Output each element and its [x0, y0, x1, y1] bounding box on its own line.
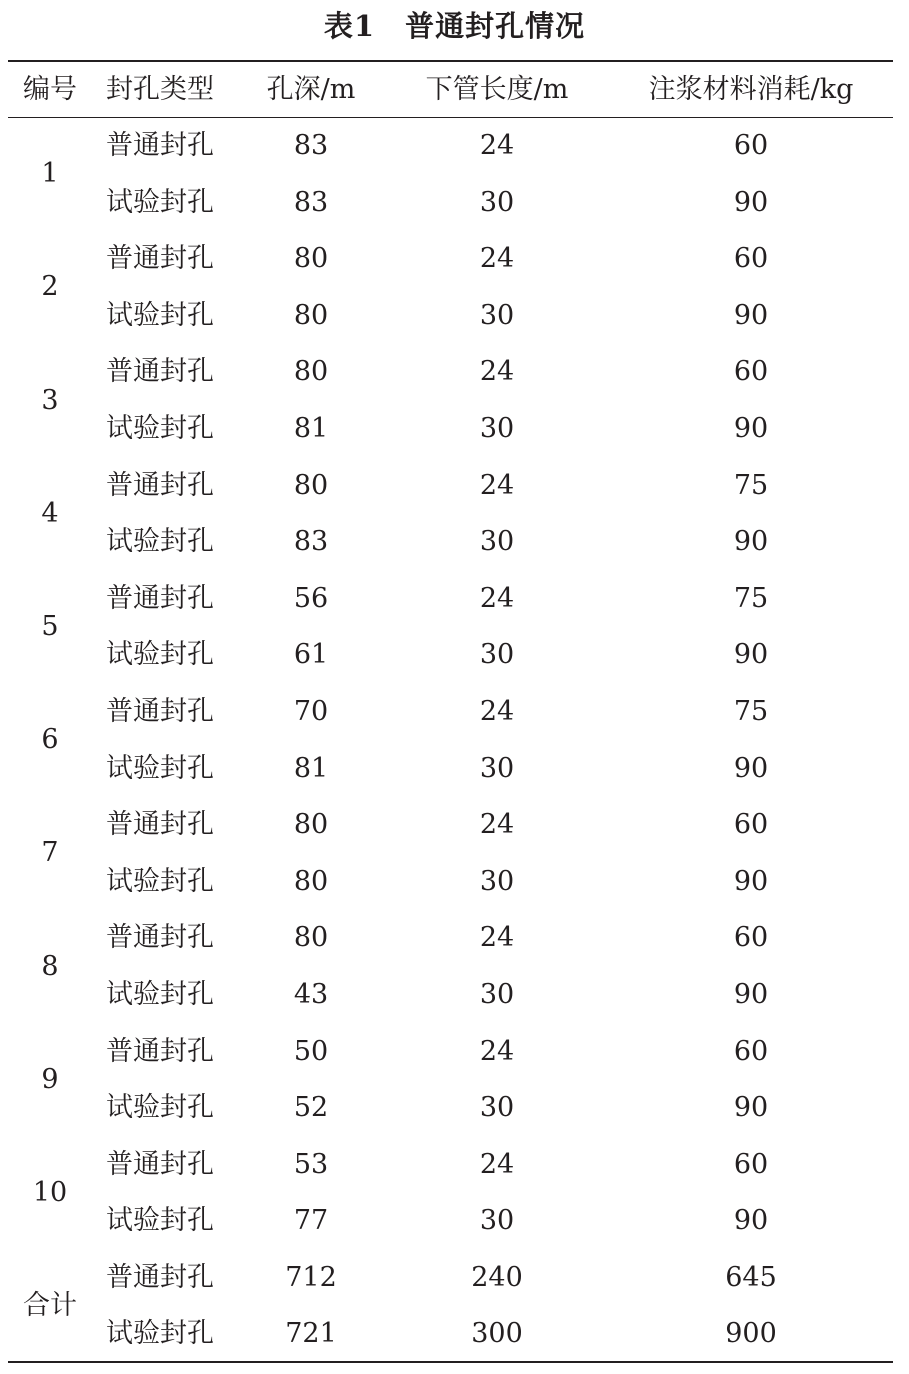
cell-grout-consumption: 60	[733, 809, 769, 841]
cell-seal-type: 普通封孔	[106, 1148, 214, 1180]
cell-pipe-length: 24	[479, 695, 515, 727]
cell-hole-depth: 80	[293, 469, 329, 501]
table-row	[8, 514, 893, 571]
table-row	[8, 401, 893, 458]
table-row	[8, 175, 893, 232]
cell-hole-depth: 77	[293, 1205, 329, 1237]
cell-hole-depth: 80	[293, 243, 329, 275]
cell-grout-consumption: 60	[733, 130, 769, 161]
cell-pipe-length: 24	[479, 1035, 515, 1067]
cell-seal-type: 试验封孔	[106, 639, 214, 671]
cell-pipe-length: 30	[479, 186, 515, 218]
cell-grout-consumption: 60	[733, 922, 769, 954]
cell-seal-type: 试验封孔	[106, 412, 214, 444]
cell-seal-type: 普通封孔	[106, 1261, 214, 1293]
cell-seal-type: 试验封孔	[106, 752, 214, 784]
cell-id: 3	[41, 384, 59, 416]
cell-grout-consumption: 90	[733, 978, 769, 1010]
cell-hole-depth: 80	[293, 299, 329, 331]
table-row	[8, 627, 893, 684]
cell-seal-type: 普通封孔	[106, 130, 214, 161]
cell-grout-consumption: 90	[733, 1092, 769, 1124]
cell-hole-depth: 56	[293, 582, 329, 614]
cell-grout-consumption: 90	[733, 412, 769, 444]
table-row	[8, 1193, 893, 1250]
cell-pipe-length: 24	[479, 130, 515, 161]
cell-hole-depth: 80	[293, 356, 329, 388]
cell-pipe-length: 24	[479, 1148, 515, 1180]
cell-seal-type: 试验封孔	[106, 1092, 214, 1124]
table-row	[8, 344, 893, 401]
cell-id: 4	[41, 497, 59, 529]
cell-seal-type: 试验封孔	[106, 1318, 214, 1350]
cell-seal-type: 试验封孔	[106, 865, 214, 897]
cell-hole-depth: 83	[293, 526, 329, 558]
cell-id: 7	[41, 837, 59, 869]
cell-pipe-length: 30	[479, 1205, 515, 1237]
cell-seal-type: 试验封孔	[106, 299, 214, 331]
cell-pipe-length: 30	[479, 526, 515, 558]
cell-grout-consumption: 75	[733, 582, 769, 614]
cell-hole-depth: 81	[293, 752, 329, 784]
cell-id: 1	[41, 158, 59, 190]
cell-grout-consumption: 90	[733, 299, 769, 331]
cell-pipe-length: 24	[479, 582, 515, 614]
cell-hole-depth: 53	[293, 1148, 329, 1180]
cell-seal-type: 试验封孔	[106, 526, 214, 558]
table-row	[8, 1137, 893, 1194]
cell-id: 6	[41, 724, 59, 756]
cell-seal-type: 试验封孔	[106, 1205, 214, 1237]
cell-id: 5	[41, 611, 59, 643]
bottom-rule	[8, 1361, 893, 1363]
table-row	[8, 571, 893, 628]
table-title: 普通封孔情况	[405, 9, 586, 43]
table-caption	[0, 0, 909, 52]
table-row	[8, 854, 893, 911]
cell-pipe-length: 24	[479, 469, 515, 501]
cell-seal-type: 普通封孔	[106, 922, 214, 954]
cell-hole-depth: 80	[293, 809, 329, 841]
cell-grout-consumption: 90	[733, 865, 769, 897]
cell-pipe-length: 300	[471, 1318, 523, 1350]
cell-id: 2	[41, 271, 59, 303]
table-row	[8, 684, 893, 741]
cell-pipe-length: 30	[479, 639, 515, 671]
cell-seal-type: 普通封孔	[106, 356, 214, 388]
cell-hole-depth: 83	[293, 130, 329, 161]
cell-pipe-length: 24	[479, 922, 515, 954]
table-body	[8, 118, 893, 1363]
cell-seal-type: 普通封孔	[106, 695, 214, 727]
cell-grout-consumption: 60	[733, 1148, 769, 1180]
cell-grout-consumption: 60	[733, 356, 769, 388]
table-row	[8, 967, 893, 1024]
cell-grout-consumption: 90	[733, 1205, 769, 1237]
table-row	[8, 1250, 893, 1307]
cell-id: 9	[41, 1063, 59, 1095]
table-row	[8, 741, 893, 798]
table-row	[8, 1306, 893, 1363]
table-row	[8, 1080, 893, 1137]
table-header	[8, 62, 893, 117]
header-hole-depth: 孔深/m	[266, 74, 356, 105]
cell-seal-type: 试验封孔	[106, 186, 214, 218]
table-row	[8, 458, 893, 515]
cell-pipe-length: 30	[479, 978, 515, 1010]
cell-seal-type: 普通封孔	[106, 243, 214, 275]
cell-hole-depth: 83	[293, 186, 329, 218]
header-row	[8, 62, 893, 117]
cell-pipe-length: 30	[479, 412, 515, 444]
cell-pipe-length: 24	[479, 243, 515, 275]
table-row	[8, 118, 893, 175]
cell-hole-depth: 50	[293, 1035, 329, 1067]
cell-hole-depth: 61	[293, 639, 329, 671]
header-pipe-length: 下管长度/m	[425, 74, 569, 105]
cell-id: 10	[32, 1176, 68, 1208]
header-grout-consumption: 注浆材料消耗/kg	[648, 74, 854, 105]
cell-hole-depth: 43	[293, 978, 329, 1010]
cell-hole-depth: 81	[293, 412, 329, 444]
cell-grout-consumption: 90	[733, 186, 769, 218]
cell-seal-type: 普通封孔	[106, 469, 214, 501]
cell-grout-consumption: 645	[725, 1261, 777, 1293]
cell-grout-consumption: 75	[733, 695, 769, 727]
cell-grout-consumption: 60	[733, 243, 769, 275]
cell-grout-consumption: 900	[725, 1318, 777, 1350]
cell-hole-depth: 80	[293, 922, 329, 954]
cell-hole-depth: 52	[293, 1092, 329, 1124]
header-id: 编号	[23, 74, 77, 105]
cell-grout-consumption: 90	[733, 752, 769, 784]
cell-id: 8	[41, 950, 59, 982]
cell-pipe-length: 240	[471, 1261, 523, 1293]
cell-seal-type: 普通封孔	[106, 1035, 214, 1067]
cell-pipe-length: 30	[479, 299, 515, 331]
cell-seal-type: 普通封孔	[106, 809, 214, 841]
table-row	[8, 910, 893, 967]
table-row	[8, 1024, 893, 1081]
cell-seal-type: 普通封孔	[106, 582, 214, 614]
cell-hole-depth: 80	[293, 865, 329, 897]
table-row	[8, 797, 893, 854]
table-row	[8, 288, 893, 345]
cell-grout-consumption: 90	[733, 639, 769, 671]
cell-grout-consumption: 75	[733, 469, 769, 501]
cell-grout-consumption: 90	[733, 526, 769, 558]
header-seal-type: 封孔类型	[106, 74, 214, 105]
data-table	[8, 118, 893, 1363]
cell-pipe-length: 24	[479, 809, 515, 841]
cell-pipe-length: 30	[479, 865, 515, 897]
table-number: 表1	[323, 9, 376, 43]
cell-seal-type: 试验封孔	[106, 978, 214, 1010]
cell-pipe-length: 24	[479, 356, 515, 388]
table-row	[8, 231, 893, 288]
cell-hole-depth: 70	[293, 695, 329, 727]
cell-id: 合计	[23, 1290, 77, 1322]
cell-grout-consumption: 60	[733, 1035, 769, 1067]
cell-hole-depth: 721	[285, 1318, 337, 1350]
cell-pipe-length: 30	[479, 752, 515, 784]
cell-hole-depth: 712	[285, 1261, 337, 1293]
cell-pipe-length: 30	[479, 1092, 515, 1124]
